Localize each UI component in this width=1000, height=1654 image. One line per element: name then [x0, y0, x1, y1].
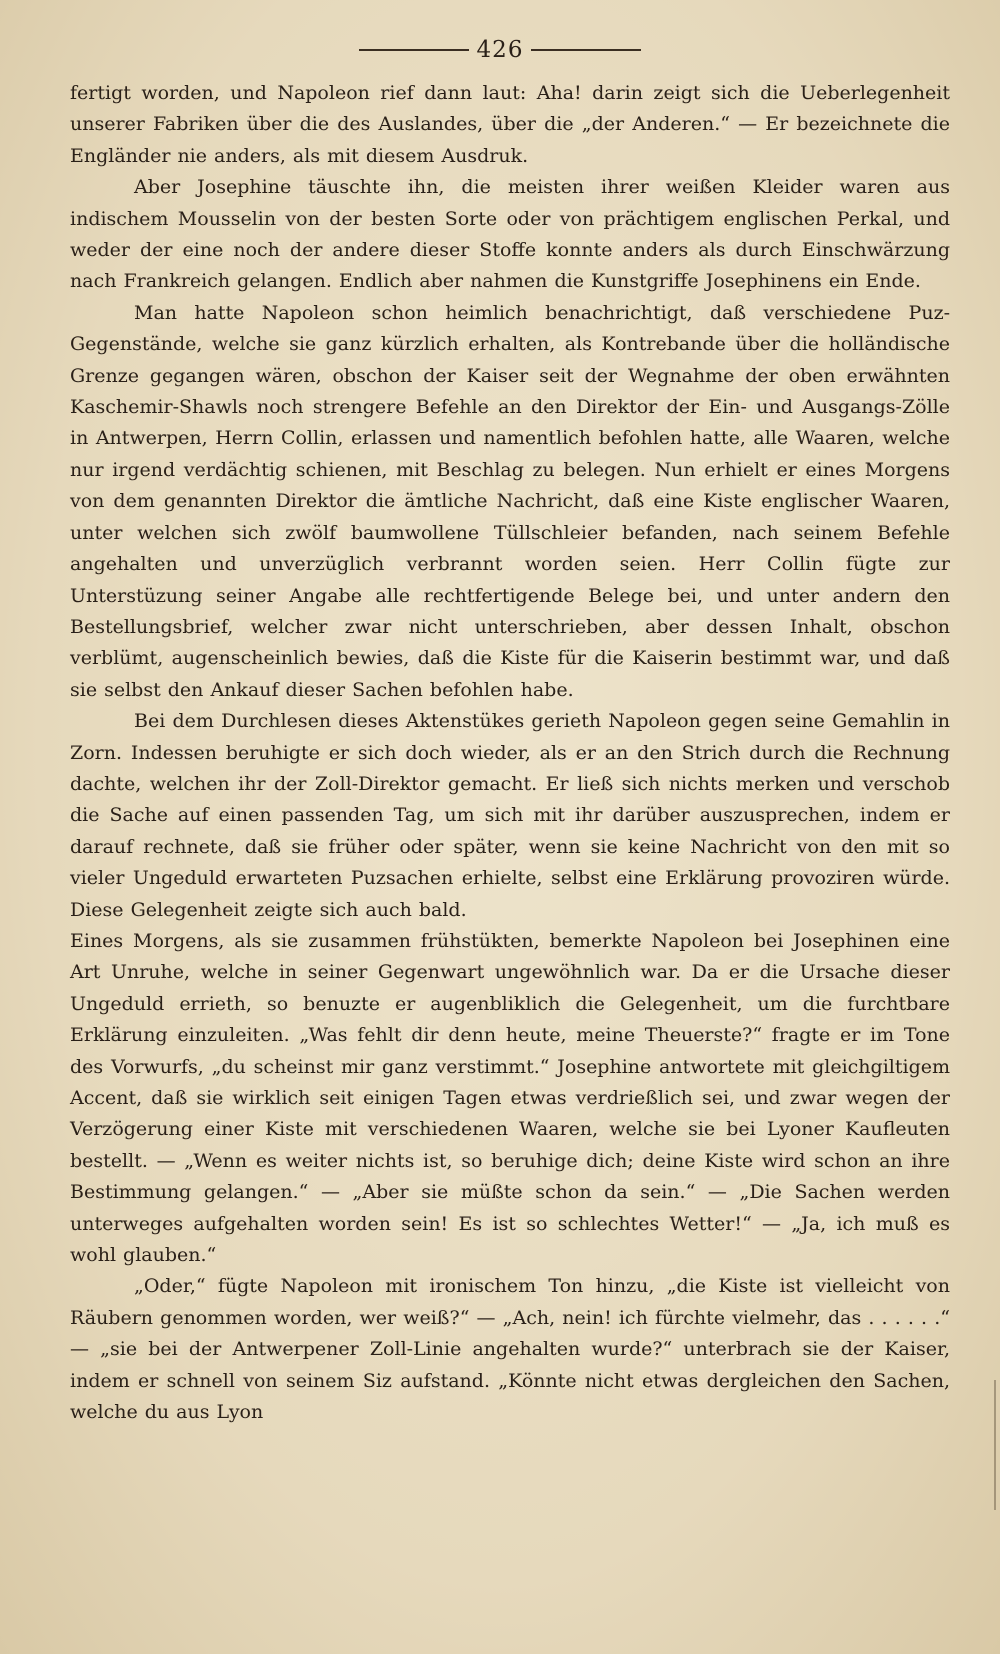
paragraph-6: „Oder,“ fügte Napoleon mit ironischem Ton hinzu, „die Kiste ist vielleicht von Räubern genommen worden, wer weiß?“ — „Ach, nein! ich fürchte vielmehr, das . . . . . .“ — „sie bei der Antwerpener Zoll-Linie angehalten wurde?“ unterbrach sie der Kaiser, indem er schnell von seinem Siz aufstand. „Könnte nicht etwas dergleichen den Sachen, welche du aus Lyon: [70, 1275, 950, 1424]
page-body: [70, 78, 950, 1428]
header-rule-left: [359, 49, 469, 51]
paragraph-3: Man hatte Napoleon schon heimlich benachrichtigt, daß verschiedene Puz-Gegenstände, welche sie ganz kürzlich erhalten, als Kontrebande über die holländische Grenze gegangen wären, obschon der Kaiser seit der Wegnahme der oben erwähnten Kaschemir-Shawls noch strengere Befehle an den Direktor der Ein- und Ausgangs-Zölle in Antwerpen, Herrn Collin, erlassen und namentlich befohlen hatte, alle Waaren, welche nur irgend verdächtig schienen, mit Beschlag zu belegen. Nun erhielt er eines Morgens von dem genannten Direktor die ämtliche Nachricht, daß eine Kiste englischer Waaren, unter welchen sich zwölf baumwollene Tüllschleier befanden, nach seinem Befehle angehalten und unverzüglich verbrannt worden seien. Herr Collin fügte zur Unterstüzung seiner Angabe alle rechtfertigende Belege bei, und unter andern den Bestellungsbrief, welcher zwar nicht unterschrieben, aber dessen Inhalt, obschon verblümt, augenscheinlich bewies, daß die Kiste für die Kaiserin bestimmt war, und daß sie selbst den Ankauf dieser Sachen befohlen habe.: [70, 301, 950, 701]
paragraph-1: fertigt worden, und Napoleon rief dann laut: Aha! darin zeigt sich die Ueberlegenheit unserer Fabriken über die des Auslandes, über die „der Anderen.“ — Er bezeichnete die Engländer nie anders, als mit diesem Ausdruk.: [70, 82, 950, 167]
paragraph-5: Eines Morgens, als sie zusammen frühstükten, bemerkte Napoleon bei Josephinen eine Art Unruhe, welche in seiner Gegenwart ungewöhnlich war. Da er die Ursache dieser Ungeduld errieth, so benuzte er augenbliklich die Gelegenheit, um die furchtbare Erklärung einzuleiten. „Was fehlt dir denn heute, meine Theuerste?“ fragte er im Tone des Vorwurfs, „du scheinst mir ganz verstimmt.“ Josephine antwortete mit gleichgiltigem Accent, daß sie wirklich seit einigen Tagen etwas verdrießlich sei, und zwar wegen der Verzögerung einer Kiste mit verschiedenen Waaren, welche sie bei Lyoner Kaufleuten bestellt. — „Wenn es weiter nichts ist, so beruhige dich; deine Kiste wird schon an ihre Bestimmung gelangen.“ — „Aber sie müßte schon da sein.“ — „Die Sachen werden unterweges aufgehalten worden sein! Es ist so schlechtes Wetter!“ — „Ja, ich muß es wohl glauben.“: [70, 929, 950, 1267]
page-number: 426: [476, 37, 524, 63]
page-header: [0, 30, 1000, 70]
page-edge-mark: [994, 1380, 996, 1510]
paragraph-4: Bei dem Durchlesen dieses Aktenstükes gerieth Napoleon gegen seine Gemahlin in Zorn. Indessen beruhigte er sich doch wieder, als er an den Strich durch die Rechnung dachte, welchen ihr der Zoll-Direktor gemacht. Er ließ sich nichts merken und verschob die Sache auf einen passenden Tag, um sich mit ihr darüber auszusprechen, indem er darauf rechnete, daß sie früher oder später, wenn sie keine Nachricht von den mit so vieler Ungeduld erwarteten Puzsachen erhielte, selbst eine Erklärung provoziren würde. Diese Gelegenheit zeigte sich auch bald.: [70, 710, 950, 921]
header-rule-right: [531, 49, 641, 51]
paragraph-2: Aber Josephine täuschte ihn, die meisten ihrer weißen Kleider waren aus indischem Mousselin von der besten Sorte oder von prächtigem englischen Perkal, und weder der eine noch der andere dieser Stoffe konnte anders als durch Einschwärzung nach Frankreich gelangen. Endlich aber nahmen die Kunstgriffe Josephinens ein Ende.: [70, 176, 950, 293]
